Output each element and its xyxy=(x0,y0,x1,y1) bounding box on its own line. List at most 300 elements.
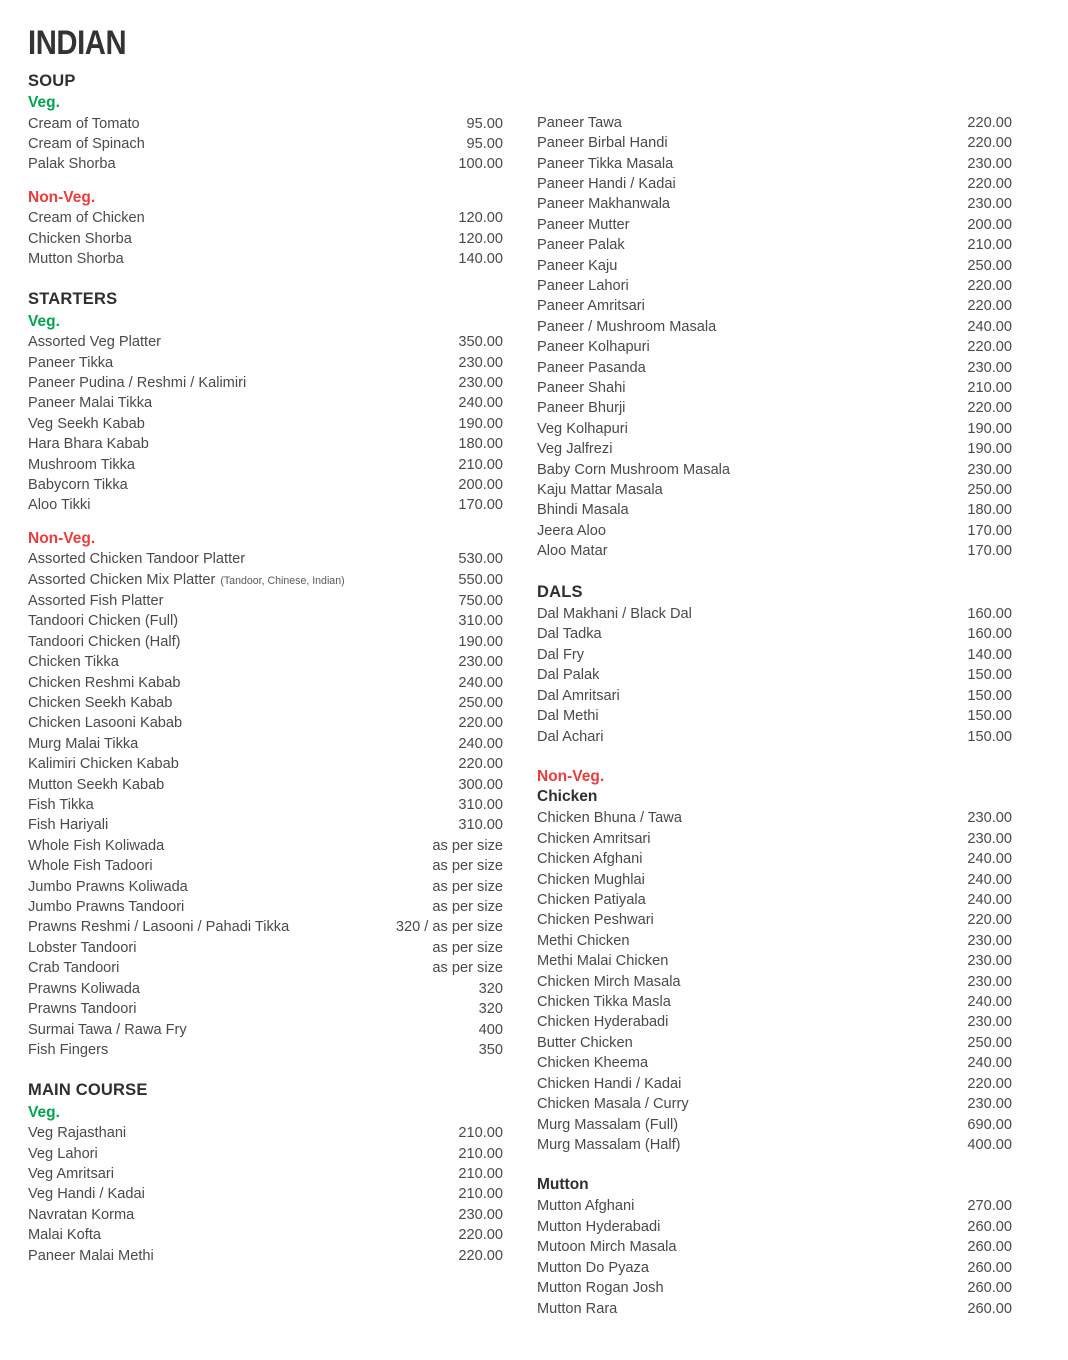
menu-item-row xyxy=(28,434,503,454)
menu-item-price: 140.00 xyxy=(967,646,1012,663)
menu-item-price: 310.00 xyxy=(458,817,503,834)
menu-item-row xyxy=(537,870,1012,890)
menu-item-price: 260.00 xyxy=(967,1280,1012,1297)
menu-item-price: 210.00 xyxy=(458,1125,503,1142)
menu-item-row xyxy=(28,353,503,373)
menu-item-row xyxy=(537,931,1012,951)
menu-item-row xyxy=(537,154,1012,174)
menu-item-name: Chicken Amritsari xyxy=(537,830,651,847)
spacer xyxy=(28,175,503,188)
menu-item-name: Chicken Shorba xyxy=(28,230,132,247)
menu-item-row xyxy=(28,229,503,249)
menu-item-name: Chicken Reshmi Kabab xyxy=(28,674,181,691)
nonveg-label-starters: Non-Veg. xyxy=(28,529,96,547)
menu-item-row xyxy=(28,979,503,999)
menu-item-price: 220.00 xyxy=(967,175,1012,192)
menu-item-name: Paneer Tawa xyxy=(537,114,622,131)
menu-item-row xyxy=(28,693,503,713)
menu-item-price: 230.00 xyxy=(967,196,1012,213)
menu-item-name: Mutton Do Pyaza xyxy=(537,1259,649,1276)
menu-item-row xyxy=(537,910,1012,930)
menu-item-row xyxy=(28,154,503,174)
menu-item-row xyxy=(537,1237,1012,1257)
menu-item-name: Bhindi Masala xyxy=(537,502,629,519)
menu-item-name: Lobster Tandoori xyxy=(28,939,137,956)
menu-item-row xyxy=(537,1217,1012,1237)
menu-item-row xyxy=(537,1074,1012,1094)
menu-item-price: as per size xyxy=(432,960,503,977)
menu-item-name: Paneer Makhanwala xyxy=(537,196,671,213)
menu-item-name: Assorted Chicken Tandoor Platter xyxy=(28,551,246,568)
menu-item-row xyxy=(28,208,503,228)
menu-item-name: Mutoon Mirch Masala xyxy=(537,1239,677,1256)
menu-item-name: Paneer Pudina / Reshmi / Kalimiri xyxy=(28,374,247,391)
menu-item-name: Chicken Seekh Kabab xyxy=(28,695,173,711)
menu-item-row xyxy=(537,256,1012,276)
soup-veg-list xyxy=(28,114,503,175)
menu-columns xyxy=(28,71,1040,1319)
starters-nonveg-list xyxy=(28,549,503,1060)
menu-item-name: Fish Fingers xyxy=(28,1041,109,1058)
section-header-soup: SOUP xyxy=(28,71,76,90)
veg-label-starters: Veg. xyxy=(28,312,60,330)
menu-item-price: 220.00 xyxy=(458,1247,503,1264)
menu-item-name: Mutton Rogan Josh xyxy=(537,1280,664,1297)
menu-item-price: 230.00 xyxy=(458,374,503,391)
menu-item-price: 95.00 xyxy=(466,115,503,132)
menu-item-name: Chicken Tikka Masla xyxy=(537,994,671,1011)
menu-item-price: 150.00 xyxy=(967,687,1012,704)
subsection-header-chicken: Chicken xyxy=(537,788,598,806)
menu-item-price: 180.00 xyxy=(967,502,1012,519)
section-header-starters: STARTERS xyxy=(28,290,118,309)
menu-item-row xyxy=(28,938,503,958)
menu-item-row xyxy=(537,133,1012,153)
menu-item-price: 210.00 xyxy=(458,1165,503,1182)
menu-item-row xyxy=(28,734,503,754)
menu-item-name: Paneer Bhurji xyxy=(537,400,626,417)
menu-item-name: Chicken Kheema xyxy=(537,1055,649,1072)
menu-item-name: Dal Amritsari xyxy=(537,687,620,704)
menu-item-price: 220.00 xyxy=(967,298,1012,315)
menu-item-price: 690.00 xyxy=(967,1116,1012,1133)
menu-item-price: 240.00 xyxy=(967,871,1012,888)
menu-item-name: Methi Chicken xyxy=(537,932,630,949)
menu-item-row xyxy=(28,877,503,897)
menu-item-price: as per size xyxy=(432,878,503,895)
menu-item-name: Tandoori Chicken (Half) xyxy=(28,633,181,650)
menu-item-row xyxy=(537,113,1012,133)
menu-item-row xyxy=(537,541,1012,561)
menu-item-name: Chicken Afghani xyxy=(537,851,643,868)
menu-item-name: Chicken Peshwari xyxy=(537,912,654,929)
menu-item-name: Veg Jalfrezi xyxy=(537,441,613,458)
menu-item-name: Paneer Malai Tikka xyxy=(28,395,153,412)
menu-item-name: Hara Bhara Kabab xyxy=(28,436,149,453)
menu-item-price: 150.00 xyxy=(967,667,1012,684)
menu-item-price: as per size xyxy=(432,939,503,956)
menu-item-price: 240.00 xyxy=(967,1055,1012,1072)
menu-item-row xyxy=(537,1033,1012,1053)
menu-item-price: 250.00 xyxy=(967,482,1012,498)
menu-item-name: Mushroom Tikka xyxy=(28,456,136,473)
menu-item-price: 260.00 xyxy=(967,1300,1012,1317)
menu-item-price: 220.00 xyxy=(967,277,1012,294)
menu-item-row xyxy=(28,1123,503,1143)
menu-item-price: 260.00 xyxy=(967,1259,1012,1276)
menu-item-name: Crab Tandoori xyxy=(28,960,120,977)
menu-item-row xyxy=(537,992,1012,1012)
menu-item-price: 180.00 xyxy=(458,436,503,453)
menu-item-row xyxy=(537,890,1012,910)
menu-item-row xyxy=(537,235,1012,255)
menu-item-row xyxy=(537,1115,1012,1135)
menu-item-row xyxy=(28,815,503,835)
menu-item-price: 210.00 xyxy=(458,1186,503,1203)
menu-item-price: 250.00 xyxy=(967,257,1012,274)
menu-item-price: 210.00 xyxy=(967,379,1012,396)
main-course-veg-list-left xyxy=(28,1123,503,1266)
menu-item-name: Prawns Tandoori xyxy=(28,1001,137,1018)
menu-item-price: 150.00 xyxy=(967,708,1012,725)
menu-item-price: 300.00 xyxy=(458,776,503,793)
menu-item-row xyxy=(537,194,1012,214)
menu-item-price: 240.00 xyxy=(967,892,1012,909)
menu-item-price: 170.00 xyxy=(458,497,503,514)
menu-item-price: 240.00 xyxy=(458,674,503,691)
menu-item-row xyxy=(537,645,1012,665)
menu-item-row xyxy=(28,795,503,815)
menu-item-row xyxy=(28,958,503,978)
menu-item-price: 210.00 xyxy=(458,456,503,473)
menu-item-name: Chicken Hyderabadi xyxy=(537,1014,669,1031)
menu-item-name: Paneer Birbal Handi xyxy=(537,135,668,152)
menu-item-name: Surmai Tawa / Rawa Fry xyxy=(28,1021,187,1038)
menu-item-name: Murg Malai Tikka xyxy=(28,735,139,752)
menu-item-name: Cream of Spinach xyxy=(28,135,145,152)
menu-item-row xyxy=(28,249,503,269)
menu-item-price: 220.00 xyxy=(967,114,1012,131)
menu-item-name: Paneer / Mushroom Masala xyxy=(537,318,717,335)
menu-item-name: Assorted Chicken Mix Platter xyxy=(28,571,216,588)
menu-item-name: Jeera Aloo xyxy=(537,522,606,539)
menu-item-row xyxy=(537,174,1012,194)
menu-item-row xyxy=(28,373,503,393)
spacer xyxy=(28,269,503,289)
menu-item-price: 230.00 xyxy=(967,973,1012,990)
menu-item-name: Chicken Handi / Kadai xyxy=(537,1075,682,1092)
menu-item-name: Methi Malai Chicken xyxy=(537,953,669,970)
section-header-dals: DALS xyxy=(537,582,583,601)
menu-item-price: 350.00 xyxy=(458,334,503,351)
menu-item-price: 260.00 xyxy=(967,1239,1012,1256)
menu-item-price: 170.00 xyxy=(967,543,1012,560)
menu-item-row xyxy=(537,706,1012,726)
menu-item-row xyxy=(28,495,503,515)
menu-item-name: Paneer Palak xyxy=(537,237,625,254)
menu-item-name: Dal Tadka xyxy=(537,626,602,643)
menu-item-price: 140.00 xyxy=(458,250,503,267)
menu-item-row xyxy=(537,1053,1012,1073)
menu-item-row xyxy=(537,1258,1012,1278)
menu-item-price: 320 xyxy=(478,980,503,997)
menu-item-row xyxy=(28,1184,503,1204)
main-course-veg-list-right xyxy=(537,113,1012,562)
menu-item-name: Veg Rajasthani xyxy=(28,1125,127,1142)
menu-item-row xyxy=(28,917,503,937)
menu-item-price: 190.00 xyxy=(458,633,503,650)
menu-item-row xyxy=(537,624,1012,644)
veg-label-soup: Veg. xyxy=(28,94,60,112)
menu-item-price: 750.00 xyxy=(458,592,503,609)
menu-item-name: Baby Corn Mushroom Masala xyxy=(537,461,731,478)
menu-item-name: Tandoori Chicken (Full) xyxy=(28,613,179,630)
spacer xyxy=(537,562,1012,582)
menu-item-price: 160.00 xyxy=(967,606,1012,623)
menu-item-name: Whole Fish Koliwada xyxy=(28,837,165,854)
menu-item-name: Chicken Mirch Masala xyxy=(537,973,681,990)
menu-item-price: 230.00 xyxy=(967,461,1012,478)
menu-item-price: 230.00 xyxy=(967,1096,1012,1113)
menu-item-name: Jumbo Prawns Tandoori xyxy=(28,899,185,916)
menu-item-name: Dal Methi xyxy=(537,708,599,725)
menu-item-row xyxy=(28,856,503,876)
menu-item-row xyxy=(537,1299,1012,1319)
menu-item-name: Paneer Tikka xyxy=(28,354,114,371)
menu-item-row xyxy=(28,1246,503,1266)
menu-item-row xyxy=(28,1144,503,1164)
menu-item-name: Veg Amritsari xyxy=(28,1165,114,1182)
section-header-main-course: MAIN COURSE xyxy=(28,1081,148,1100)
soup-nonveg-list xyxy=(28,208,503,269)
menu-item-price: 400 xyxy=(478,1021,503,1038)
menu-item-price: 220.00 xyxy=(458,756,503,773)
menu-item-row xyxy=(537,727,1012,747)
menu-item-row xyxy=(28,836,503,856)
subsection-header-mutton: Mutton xyxy=(537,1176,589,1194)
menu-item-row xyxy=(28,332,503,352)
page-title: INDIAN xyxy=(28,24,127,62)
menu-item-row xyxy=(537,378,1012,398)
menu-item-price: 530.00 xyxy=(458,551,503,568)
menu-item-name: Malai Kofta xyxy=(28,1227,102,1244)
menu-item-row xyxy=(537,521,1012,541)
menu-item-name: Paneer Tikka Masala xyxy=(537,155,674,172)
menu-item-name: Paneer Kolhapuri xyxy=(537,339,650,356)
menu-item-price: 200.00 xyxy=(458,476,503,493)
menu-item-price: 170.00 xyxy=(967,522,1012,539)
menu-item-name: Murg Massalam (Half) xyxy=(537,1136,681,1153)
menu-item-price: 150.00 xyxy=(967,728,1012,745)
menu-item-price: 240.00 xyxy=(967,318,1012,335)
menu-item-name: Paneer Shahi xyxy=(537,379,626,396)
menu-item-note: (Tandoor, Chinese, Indian) xyxy=(220,574,345,587)
menu-item-price: 220.00 xyxy=(458,715,503,732)
menu-item-price: 230.00 xyxy=(967,932,1012,949)
menu-item-name: Chicken Patiyala xyxy=(537,892,646,909)
menu-item-row xyxy=(28,134,503,154)
menu-item-row xyxy=(537,500,1012,520)
menu-item-name: Veg Seekh Kabab xyxy=(28,415,145,432)
menu-item-price: 310.00 xyxy=(458,613,503,630)
menu-item-row xyxy=(537,480,1012,500)
menu-item-row xyxy=(537,460,1012,480)
nonveg-label-soup: Non-Veg. xyxy=(28,188,96,206)
menu-item-price: 200.00 xyxy=(967,216,1012,233)
menu-item-price: 220.00 xyxy=(967,1075,1012,1092)
menu-item-row xyxy=(537,665,1012,685)
menu-item-name: Prawns Reshmi / Lasooni / Pahadi Tikka xyxy=(28,919,290,936)
menu-item-price: 190.00 xyxy=(967,420,1012,437)
menu-item-price: 240.00 xyxy=(458,395,503,412)
menu-item-price: 240.00 xyxy=(967,851,1012,868)
menu-item-row xyxy=(28,591,503,611)
menu-item-name: Dal Palak xyxy=(537,667,600,684)
menu-item-name: Aloo Matar xyxy=(537,543,608,560)
menu-item-price: 210.00 xyxy=(458,1145,503,1162)
menu-item-price: 230.00 xyxy=(967,359,1012,376)
menu-item-row xyxy=(537,276,1012,296)
menu-item-price: 190.00 xyxy=(967,441,1012,458)
menu-item-price: 120.00 xyxy=(458,230,503,247)
menu-item-row xyxy=(28,754,503,774)
menu-item-name: Babycorn Tikka xyxy=(28,476,128,493)
menu-item-row xyxy=(28,1225,503,1245)
veg-label-main-course: Veg. xyxy=(28,1103,60,1121)
menu-item-name: Veg Lahori xyxy=(28,1145,98,1162)
menu-item-name: Chicken Masala / Curry xyxy=(537,1096,689,1113)
chicken-list xyxy=(537,808,1012,1155)
menu-item-name: Chicken Tikka xyxy=(28,654,119,671)
menu-item-name: Dal Fry xyxy=(537,646,585,663)
spacer xyxy=(537,747,1012,767)
menu-item-name: Paneer Mutter xyxy=(537,216,630,233)
menu-item-price: 350 xyxy=(478,1041,503,1058)
menu-item-name: Fish Hariyali xyxy=(28,817,109,834)
menu-item-name: Jumbo Prawns Koliwada xyxy=(28,878,188,895)
menu-item-row xyxy=(537,604,1012,624)
menu-item-row xyxy=(28,393,503,413)
menu-item-row xyxy=(28,897,503,917)
menu-item-price: as per size xyxy=(432,899,503,916)
menu-item-price: 120.00 xyxy=(458,210,503,227)
menu-item-row xyxy=(28,999,503,1019)
menu-item-price: 400.00 xyxy=(967,1136,1012,1153)
menu-item-name: Veg Handi / Kadai xyxy=(28,1186,145,1203)
menu-item-name: Mutton Rara xyxy=(537,1300,618,1317)
menu-item-row xyxy=(537,686,1012,706)
menu-item-name: Mutton Afghani xyxy=(537,1198,635,1215)
menu-item-name: Chicken Bhuna / Tawa xyxy=(537,810,682,827)
menu-item-name: Cream of Chicken xyxy=(28,210,145,227)
menu-item-row xyxy=(537,951,1012,971)
menu-item-name: Mutton Hyderabadi xyxy=(537,1218,661,1235)
menu-item-row xyxy=(28,611,503,631)
menu-item-name: Murg Massalam (Full) xyxy=(537,1116,679,1133)
menu-item-name: Dal Makhani / Black Dal xyxy=(537,606,692,623)
menu-item-price: 230.00 xyxy=(458,1206,503,1223)
menu-item-price: 230.00 xyxy=(458,354,503,371)
menu-item-row xyxy=(537,1094,1012,1114)
menu-item-name: Chicken Lasooni Kabab xyxy=(28,715,183,732)
menu-item-name: Paneer Pasanda xyxy=(537,359,646,376)
menu-item-price: 270.00 xyxy=(967,1198,1012,1215)
menu-item-price: 220.00 xyxy=(967,912,1012,929)
spacer xyxy=(28,516,503,529)
menu-item-price: 240.00 xyxy=(967,994,1012,1011)
menu-item-row xyxy=(28,1040,503,1060)
menu-item-row xyxy=(537,317,1012,337)
menu-item-row xyxy=(537,829,1012,849)
menu-item-name: Navratan Korma xyxy=(28,1206,135,1223)
menu-item-name: Palak Shorba xyxy=(28,156,116,173)
left-column xyxy=(28,71,503,1266)
menu-item-row xyxy=(28,549,503,569)
menu-item-name: Veg Kolhapuri xyxy=(537,420,628,437)
menu-item-name: Dal Achari xyxy=(537,728,604,745)
menu-item-row xyxy=(537,358,1012,378)
menu-item-price: 220.00 xyxy=(967,135,1012,152)
menu-item-row xyxy=(537,1278,1012,1298)
menu-item-row xyxy=(537,1012,1012,1032)
dals-list xyxy=(537,604,1012,747)
nonveg-label-main-course: Non-Veg. xyxy=(537,767,605,785)
menu-item-price: 550.00 xyxy=(458,571,503,588)
menu-item-price: 95.00 xyxy=(466,135,503,152)
menu-item-price: as per size xyxy=(432,837,503,854)
menu-item-name: Mutton Shorba xyxy=(28,250,124,267)
menu-item-name: Paneer Malai Methi xyxy=(28,1247,154,1264)
menu-item-row xyxy=(28,1205,503,1225)
menu-item-name: Whole Fish Tadoori xyxy=(28,858,153,875)
menu-item-price: 220.00 xyxy=(967,400,1012,417)
menu-item-name: Paneer Amritsari xyxy=(537,298,645,315)
spacer xyxy=(537,1155,1012,1175)
menu-item-price: 230.00 xyxy=(967,830,1012,847)
menu-item-row xyxy=(28,475,503,495)
menu-item-row xyxy=(537,337,1012,357)
menu-item-row xyxy=(28,570,503,591)
menu-item-row xyxy=(537,439,1012,459)
menu-item-name: Paneer Handi / Kadai xyxy=(537,175,676,192)
menu-item-name: Paneer Kaju xyxy=(537,257,618,274)
spacer xyxy=(28,1060,503,1080)
menu-item-name: Aloo Tikki xyxy=(28,497,91,514)
menu-item-price: 310.00 xyxy=(458,797,503,814)
menu-item-name: Fish Tikka xyxy=(28,797,94,814)
menu-item-row xyxy=(28,1020,503,1040)
menu-item-price: 220.00 xyxy=(458,1227,503,1244)
menu-item-name: Assorted Veg Platter xyxy=(28,334,162,351)
menu-item-row xyxy=(537,849,1012,869)
menu-item-price: as per size xyxy=(432,858,503,875)
menu-item-name: Kalimiri Chicken Kabab xyxy=(28,756,179,773)
menu-item-price: 230.00 xyxy=(458,654,503,671)
right-column xyxy=(537,71,1012,1319)
menu-item-name: Kaju Mattar Masala xyxy=(537,482,663,498)
menu-item-row xyxy=(537,1196,1012,1216)
menu-item-row xyxy=(537,1135,1012,1155)
menu-item-name: Paneer Lahori xyxy=(537,277,629,294)
menu-item-row xyxy=(28,414,503,434)
menu-item-price: 250.00 xyxy=(458,695,503,711)
menu-item-row xyxy=(537,296,1012,316)
menu-item-row xyxy=(28,673,503,693)
menu-item-price: 240.00 xyxy=(458,735,503,752)
menu-item-price: 230.00 xyxy=(967,155,1012,172)
menu-item-row xyxy=(28,713,503,733)
menu-item-row xyxy=(537,419,1012,439)
